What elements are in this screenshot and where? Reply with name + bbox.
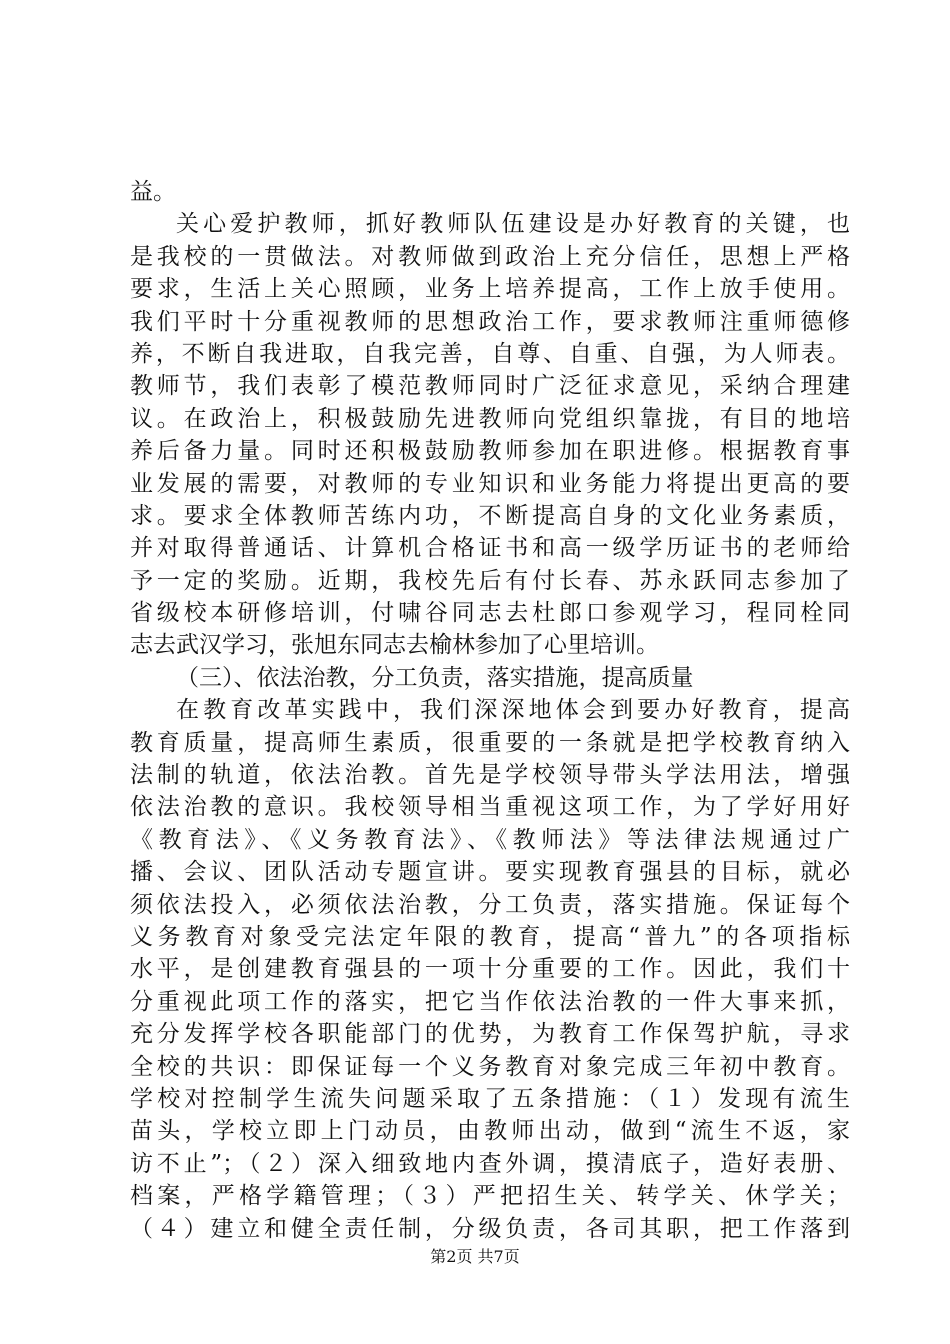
text-line: 分重视此项工作的落实，把它当作依法治教的一件大事来抓， xyxy=(130,988,850,1015)
text-line: 养，不断自我进取，自我完善，自尊、自重、自强，为人师表。 xyxy=(130,340,850,367)
text-line: 养后备力量。同时还积极鼓励教师参加在职进修。根据教育事 xyxy=(130,438,850,465)
text-line: 予一定的奖励。近期，我校先后有付长春、苏永跃同志参加了 xyxy=(130,567,850,594)
text-line: （４）建立和健全责任制，分级负责，各司其职，把工作落到 xyxy=(130,1215,850,1242)
text-line: 学校对控制学生流失问题采取了五条措施：（１）发现有流生 xyxy=(130,1085,850,1112)
text-line: 教育质量，提高师生素质，很重要的一条就是把学校教育纳入 xyxy=(130,729,850,756)
text-line: 在教育改革实践中，我们深深地体会到要办好教育，提高 xyxy=(176,697,850,724)
text-line: 议。在政治上，积极鼓励先进教师向党组织靠拢，有目的地培 xyxy=(130,405,850,432)
page-footer: 第2页 共7页 xyxy=(430,1247,520,1266)
text-line: 充分发挥学校各职能部门的优势，为教育工作保驾护航，寻求 xyxy=(130,1021,850,1048)
text-line: 我们平时十分重视教师的思想政治工作，要求教师注重师德修 xyxy=(130,308,850,335)
text-line: 要求，生活上关心照顾，业务上培养提高，工作上放手使用。 xyxy=(130,276,850,303)
body-text xyxy=(130,176,850,1245)
text-line: 访不止”；（２）深入细致地内查外调，摸清底子，造好表册、 xyxy=(130,1150,850,1177)
text-line: 法制的轨道，依法治教。首先是学校领导带头学法用法，增强 xyxy=(130,762,850,789)
text-line: 义务教育对象受完法定年限的教育，提高“普九”的各项指标 xyxy=(130,923,850,950)
text-line: 并对取得普通话、计算机合格证书和高一级学历证书的老师给 xyxy=(130,535,850,562)
text-line: 业发展的需要，对教师的专业知识和业务能力将提出更高的要 xyxy=(130,470,850,497)
text-line: 全校的共识：即保证每一个义务教育对象完成三年初中教育。 xyxy=(130,1053,850,1080)
text-line: 益。 xyxy=(130,179,176,205)
text-line: 教师节，我们表彰了模范教师同时广泛征求意见，采纳合理建 xyxy=(130,373,850,400)
text-line: 水平，是创建教育强县的一项十分重要的工作。因此，我们十 xyxy=(130,956,850,983)
text-line: （三）、依法治教，分工负责，落实措施，提高质量 xyxy=(176,664,694,691)
text-line: 求。要求全体教师苦练内功，不断提高自身的文化业务素质， xyxy=(130,502,850,529)
text-line: 须依法投入，必须依法治教，分工负责，落实措施。保证每个 xyxy=(130,891,850,918)
text-line: 关心爱护教师，抓好教师队伍建设是办好教育的关键，也 xyxy=(176,211,850,238)
text-line: 依法治教的意识。我校领导相当重视这项工作，为了学好用好 xyxy=(130,794,850,821)
text-line: 播、会议、团队活动专题宣讲。要实现教育强县的目标，就必 xyxy=(130,859,850,886)
text-line: 《教育法》、《义务教育法》、《教师法》等法律法规通过广 xyxy=(130,826,850,853)
text-line: 是我校的一贯做法。对教师做到政治上充分信任，思想上严格 xyxy=(130,243,850,270)
text-line: 苗头，学校立即上门动员，由教师出动，做到“流生不返，家 xyxy=(130,1118,850,1145)
text-line: 档案，严格学籍管理；（３）严把招生关、转学关、休学关； xyxy=(130,1183,850,1210)
text-line: 志去武汉学习，张旭东同志去榆林参加了心里培训。 xyxy=(130,632,659,659)
text-line: 省级校本研修培训，付啸谷同志去杜郎口参观学习，程同栓同 xyxy=(130,600,850,627)
